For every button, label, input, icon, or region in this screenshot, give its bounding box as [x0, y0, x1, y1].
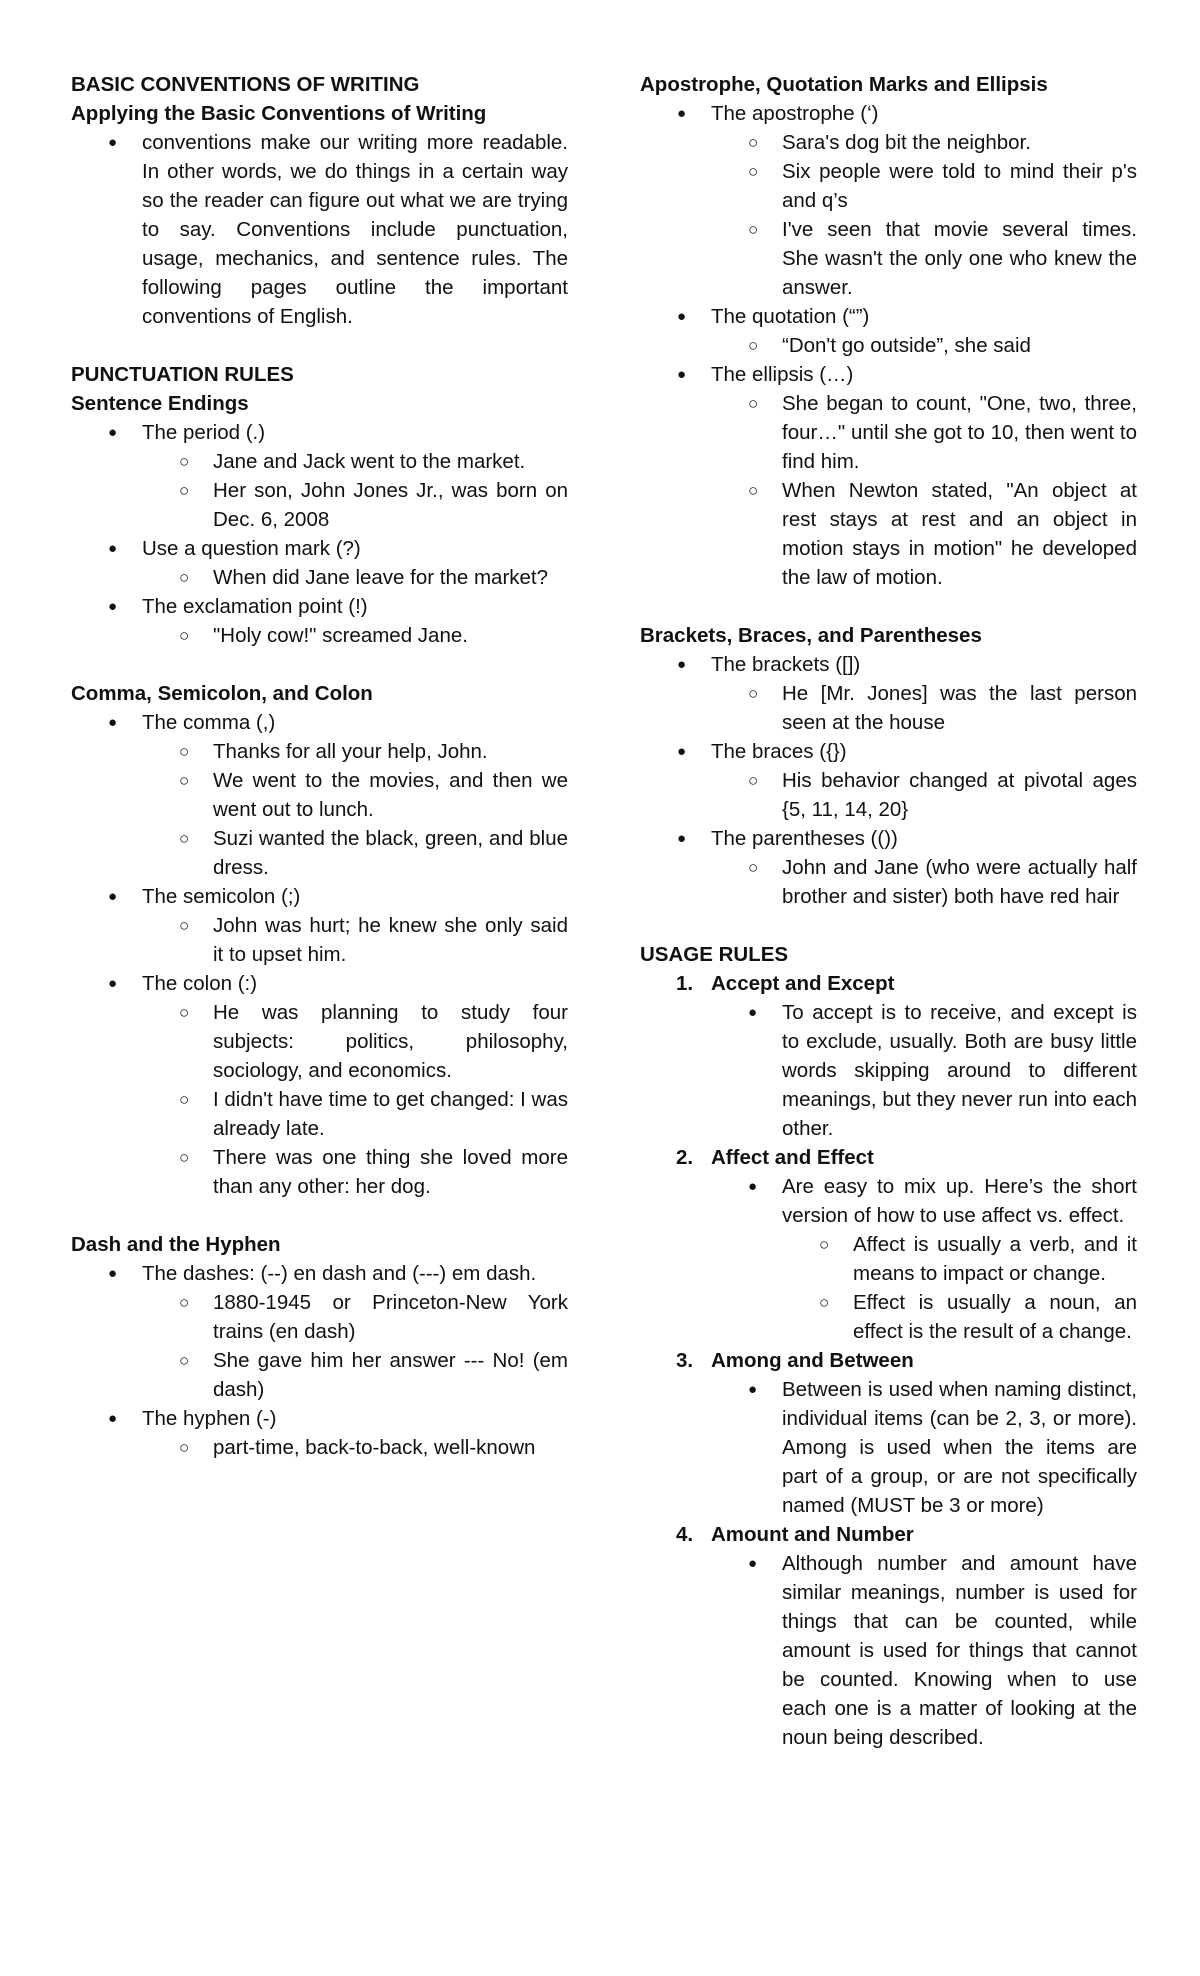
example-item: ○ She began to count, "One, two, three, four…" until she got to 10, then went to find him.: [640, 389, 1137, 476]
example-item: ○ "Holy cow!" screamed Jane.: [71, 621, 568, 650]
usage-heading: USAGE RULES: [640, 943, 789, 966]
bullet-quotation: ● The quotation (“”): [640, 302, 1137, 331]
bullet-period: ● The period (.): [71, 418, 568, 447]
usage-rule-text: ● To accept is to receive, and except is to exclude, usually. Both are busy little words skipping around to different meanings, but they never run into each other.: [640, 998, 1137, 1143]
bullet-hyphen: ● The hyphen (-): [71, 1404, 568, 1433]
usage-rule-title: Amount and Number: [711, 1523, 914, 1546]
bullet-comma: ● The comma (,): [71, 708, 568, 737]
usage-rule-text: ● Are easy to mix up. Here’s the short version of how to use affect vs. effect.: [640, 1172, 1137, 1230]
example-item: ○ When Newton stated, "An object at rest stays at rest and an object in motion stays in motion" he developed the law of motion.: [640, 476, 1137, 592]
bullet-brackets: ● The brackets ([]): [640, 650, 1137, 679]
example-item: ○ His behavior changed at pivotal ages {5, 11, 14, 20}: [640, 766, 1137, 824]
bullet-colon: ● The colon (:): [71, 969, 568, 998]
usage-rule-number: 1.: [676, 972, 694, 995]
bullet-question: ● Use a question mark (?): [71, 534, 568, 563]
usage-rule-heading: [640, 1520, 1137, 1549]
usage-rule-heading: [640, 1143, 1137, 1172]
example-item: ○ John and Jane (who were actually half brother and sister) both have red hair: [640, 853, 1137, 911]
usage-rule-text: ● Although number and amount have similar meanings, number is used for things that can be counted, while amount is used for things that cannot be counted. Knowing when to use each one is a matter of looking at the noun being described.: [640, 1549, 1137, 1752]
usage-rule-heading: [640, 969, 1137, 998]
example-item: ○ Her son, John Jones Jr., was born on Dec. 6, 2008: [71, 476, 568, 534]
section-heading-comma: Comma, Semicolon, and Colon: [71, 682, 373, 705]
bullet-apostrophe: ● The apostrophe (‘): [640, 99, 1137, 128]
example-item: ○ He [Mr. Jones] was the last person seen at the house: [640, 679, 1137, 737]
section-heading-brackets: Brackets, Braces, and Parentheses: [640, 624, 982, 647]
example-item: ○ Thanks for all your help, John.: [71, 737, 568, 766]
doc-subtitle: Applying the Basic Conventions of Writing: [71, 102, 487, 125]
example-item: ○ John was hurt; he knew she only said it to upset him.: [71, 911, 568, 969]
doc-title: BASIC CONVENTIONS OF WRITING: [71, 73, 420, 96]
example-item: ○ There was one thing she loved more than any other: her dog.: [71, 1143, 568, 1201]
punctuation-heading: PUNCTUATION RULES: [71, 363, 294, 386]
example-item: ○ Six people were told to mind their p's and q’s: [640, 157, 1137, 215]
usage-rule-title: Among and Between: [711, 1349, 914, 1372]
section-heading-apostrophe: Apostrophe, Quotation Marks and Ellipsis: [640, 73, 1048, 96]
left-column: [71, 70, 568, 1462]
example-item: ○ I didn't have time to get changed: I was already late.: [71, 1085, 568, 1143]
example-item: ○ part-time, back-to-back, well-known: [71, 1433, 568, 1462]
bullet-parentheses: ● The parentheses (()): [640, 824, 1137, 853]
example-item: ○ When did Jane leave for the market?: [71, 563, 568, 592]
example-item: ○ She gave him her answer --- No! (em dash): [71, 1346, 568, 1404]
usage-rule-heading: [640, 1346, 1137, 1375]
usage-sub-item: ○ Affect is usually a verb, and it means to impact or change.: [640, 1230, 1137, 1288]
example-item: ○ I've seen that movie several times. She wasn't the only one who knew the answer.: [640, 215, 1137, 302]
usage-rule-title: Affect and Effect: [711, 1146, 874, 1169]
usage-rule-number: 3.: [676, 1349, 694, 1372]
right-column: [640, 70, 1137, 1752]
example-item: ○ “Don't go outside”, she said: [640, 331, 1137, 360]
intro-bullet: ● conventions make our writing more readable. In other words, we do things in a certain way so the reader can figure out what we are trying to say. Conventions include punctuation, usage, mechanics, and sentence rules. The following pages outline the important conventions of English.: [71, 128, 568, 331]
example-item: ○ He was planning to study four subjects: politics, philosophy, sociology, and economics.: [71, 998, 568, 1085]
example-item: ○ Sara's dog bit the neighbor.: [640, 128, 1137, 157]
usage-rule-title: Accept and Except: [711, 972, 895, 995]
bullet-dashes: ● The dashes: (--) en dash and (---) em dash.: [71, 1259, 568, 1288]
bullet-semicolon: ● The semicolon (;): [71, 882, 568, 911]
bullet-ellipsis: ● The ellipsis (…): [640, 360, 1137, 389]
usage-rule-text: ● Between is used when naming distinct, individual items (can be 2, 3, or more). Among is used when the items are part of a group, or are not specifically named (MUST be 3 or more): [640, 1375, 1137, 1520]
example-item: ○ Suzi wanted the black, green, and blue dress.: [71, 824, 568, 882]
section-heading-dash: Dash and the Hyphen: [71, 1233, 281, 1256]
bullet-braces: ● The braces ({}): [640, 737, 1137, 766]
example-item: ○ We went to the movies, and then we went out to lunch.: [71, 766, 568, 824]
section-heading-endings: Sentence Endings: [71, 392, 249, 415]
example-item: ○ 1880-1945 or Princeton-New York trains (en dash): [71, 1288, 568, 1346]
usage-rule-number: 2.: [676, 1146, 694, 1169]
bullet-exclamation: ● The exclamation point (!): [71, 592, 568, 621]
example-item: ○ Jane and Jack went to the market.: [71, 447, 568, 476]
usage-sub-item: ○ Effect is usually a noun, an effect is the result of a change.: [640, 1288, 1137, 1346]
usage-rule-number: 4.: [676, 1523, 694, 1546]
